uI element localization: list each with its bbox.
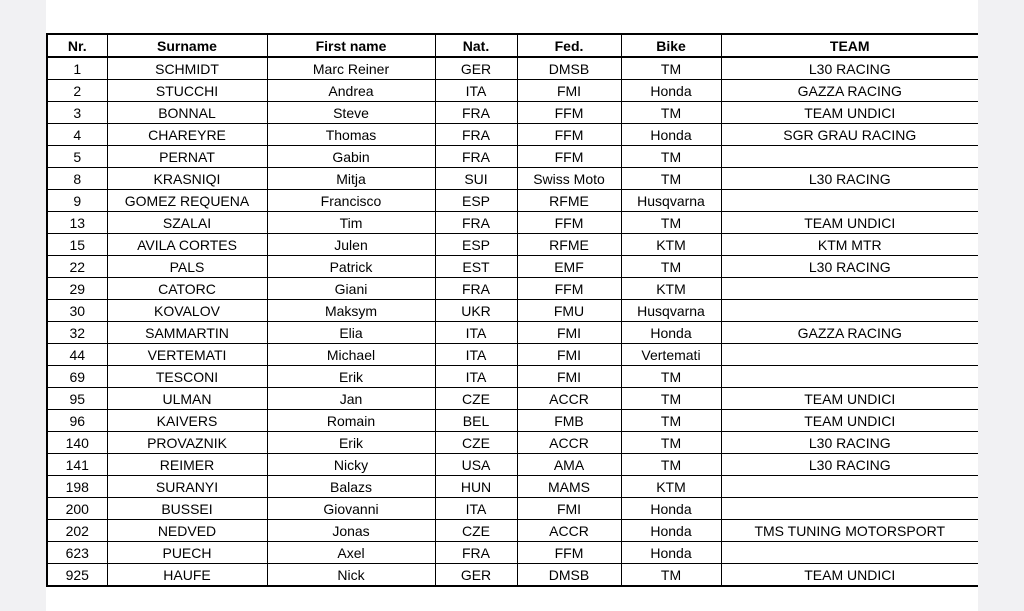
cell-first-name: Jonas [267,520,435,542]
header-nr: Nr. [47,34,107,57]
cell-surname: VERTEMATI [107,344,267,366]
cell-first-name: Steve [267,102,435,124]
cell-federation: FMU [517,300,621,322]
cell-bike: TM [621,454,721,476]
table-row [47,300,979,322]
cell-first-name: Elia [267,322,435,344]
cell-bike: TM [621,432,721,454]
cell-nationality: ITA [435,80,517,102]
cell-nr: 140 [47,432,107,454]
table-row [47,520,979,542]
cell-team: GAZZA RACING [721,322,979,344]
cell-bike: TM [621,146,721,168]
cell-surname: SAMMARTIN [107,322,267,344]
cell-bike: TM [621,57,721,80]
cell-surname: SZALAI [107,212,267,234]
cell-bike: Honda [621,124,721,146]
cell-surname: CHAREYRE [107,124,267,146]
cell-federation: RFME [517,190,621,212]
table-row [47,168,979,190]
cell-federation: ACCR [517,388,621,410]
cell-nationality: ESP [435,190,517,212]
table-row [47,344,979,366]
cell-nationality: FRA [435,146,517,168]
cell-first-name: Gabin [267,146,435,168]
cell-nationality: ITA [435,366,517,388]
cell-first-name: Giovanni [267,498,435,520]
cell-team [721,146,979,168]
table-row [47,212,979,234]
cell-first-name: Balazs [267,476,435,498]
cell-federation: ACCR [517,520,621,542]
cell-surname: PUECH [107,542,267,564]
table-row [47,410,979,432]
table-row [47,432,979,454]
table-row [47,564,979,587]
header-federation: Fed. [517,34,621,57]
cell-bike: KTM [621,234,721,256]
table-header [47,34,979,57]
cell-nr: 925 [47,564,107,587]
cell-bike: TM [621,366,721,388]
cell-federation: FFM [517,542,621,564]
cell-bike: TM [621,102,721,124]
cell-federation: RFME [517,234,621,256]
cell-team [721,476,979,498]
cell-first-name: Mitja [267,168,435,190]
header-surname: Surname [107,34,267,57]
cell-nationality: SUI [435,168,517,190]
cell-nr: 13 [47,212,107,234]
cell-nationality: ESP [435,234,517,256]
cell-surname: TESCONI [107,366,267,388]
header-row [47,34,979,57]
cell-nationality: CZE [435,432,517,454]
cell-nationality: FRA [435,124,517,146]
cell-nr: 3 [47,102,107,124]
cell-bike: TM [621,410,721,432]
cell-nr: 5 [47,146,107,168]
cell-nr: 44 [47,344,107,366]
cell-surname: KAIVERS [107,410,267,432]
cell-bike: TM [621,256,721,278]
table-row [47,322,979,344]
cell-nationality: USA [435,454,517,476]
cell-nr: 623 [47,542,107,564]
cell-first-name: Nicky [267,454,435,476]
cell-bike: Honda [621,322,721,344]
cell-surname: BUSSEI [107,498,267,520]
cell-surname: GOMEZ REQUENA [107,190,267,212]
cell-federation: DMSB [517,564,621,587]
table-row [47,476,979,498]
table-row [47,278,979,300]
cell-bike: KTM [621,278,721,300]
rider-list-table [46,33,980,587]
cell-first-name: Giani [267,278,435,300]
document-page [46,0,978,611]
cell-federation: ACCR [517,432,621,454]
cell-first-name: Nick [267,564,435,587]
cell-federation: FMI [517,344,621,366]
header-bike: Bike [621,34,721,57]
cell-nationality: FRA [435,542,517,564]
cell-nr: 202 [47,520,107,542]
table-row [47,80,979,102]
cell-team [721,542,979,564]
cell-federation: FFM [517,212,621,234]
cell-team [721,366,979,388]
cell-team: TEAM UNDICI [721,410,979,432]
cell-first-name: Patrick [267,256,435,278]
cell-team: TEAM UNDICI [721,212,979,234]
cell-nationality: FRA [435,102,517,124]
cell-nr: 96 [47,410,107,432]
table-row [47,234,979,256]
cell-first-name: Erik [267,366,435,388]
cell-nationality: ITA [435,322,517,344]
header-nationality: Nat. [435,34,517,57]
cell-team [721,300,979,322]
cell-team: KTM MTR [721,234,979,256]
cell-first-name: Tim [267,212,435,234]
cell-first-name: Erik [267,432,435,454]
table-row [47,146,979,168]
cell-surname: PERNAT [107,146,267,168]
cell-first-name: Thomas [267,124,435,146]
table-row [47,124,979,146]
cell-federation: FFM [517,278,621,300]
header-first-name: First name [267,34,435,57]
table-row [47,190,979,212]
cell-bike: Honda [621,80,721,102]
cell-bike: TM [621,564,721,587]
cell-nr: 69 [47,366,107,388]
table-row [47,57,979,80]
cell-nationality: EST [435,256,517,278]
cell-nr: 29 [47,278,107,300]
cell-team: L30 RACING [721,256,979,278]
cell-bike: Husqvarna [621,300,721,322]
table-body [47,57,979,586]
cell-nr: 200 [47,498,107,520]
cell-nationality: FRA [435,278,517,300]
cell-nationality: GER [435,564,517,587]
cell-first-name: Romain [267,410,435,432]
cell-federation: FMB [517,410,621,432]
cell-team: L30 RACING [721,57,979,80]
cell-team: TEAM UNDICI [721,102,979,124]
table-row [47,498,979,520]
cell-team: L30 RACING [721,168,979,190]
cell-nr: 32 [47,322,107,344]
cell-federation: FMI [517,498,621,520]
cell-surname: SCHMIDT [107,57,267,80]
cell-team [721,278,979,300]
cell-nationality: HUN [435,476,517,498]
cell-bike: KTM [621,476,721,498]
cell-federation: DMSB [517,57,621,80]
cell-surname: NEDVED [107,520,267,542]
cell-federation: MAMS [517,476,621,498]
cell-team: TEAM UNDICI [721,388,979,410]
cell-nr: 8 [47,168,107,190]
cell-first-name: Jan [267,388,435,410]
cell-team: L30 RACING [721,454,979,476]
cell-team: GAZZA RACING [721,80,979,102]
cell-bike: Vertemati [621,344,721,366]
cell-surname: HAUFE [107,564,267,587]
cell-nr: 2 [47,80,107,102]
cell-first-name: Francisco [267,190,435,212]
cell-federation: FFM [517,124,621,146]
cell-nationality: UKR [435,300,517,322]
cell-surname: KRASNIQI [107,168,267,190]
cell-surname: PALS [107,256,267,278]
cell-first-name: Axel [267,542,435,564]
cell-surname: BONNAL [107,102,267,124]
cell-surname: ULMAN [107,388,267,410]
table-row [47,542,979,564]
cell-federation: FMI [517,322,621,344]
cell-surname: AVILA CORTES [107,234,267,256]
cell-nr: 198 [47,476,107,498]
cell-first-name: Andrea [267,80,435,102]
cell-federation: Swiss Moto [517,168,621,190]
table-row [47,454,979,476]
cell-nr: 30 [47,300,107,322]
cell-bike: Honda [621,520,721,542]
cell-first-name: Maksym [267,300,435,322]
cell-team [721,498,979,520]
cell-surname: STUCCHI [107,80,267,102]
cell-bike: Honda [621,542,721,564]
cell-federation: FFM [517,146,621,168]
cell-bike: Husqvarna [621,190,721,212]
table-row [47,366,979,388]
header-team: TEAM [721,34,979,57]
cell-nationality: ITA [435,498,517,520]
cell-bike: TM [621,388,721,410]
cell-team: L30 RACING [721,432,979,454]
cell-team [721,344,979,366]
cell-first-name: Julen [267,234,435,256]
table-row [47,388,979,410]
page-margin-left [0,0,46,611]
cell-nr: 1 [47,57,107,80]
cell-federation: FFM [517,102,621,124]
cell-nr: 9 [47,190,107,212]
cell-nationality: ITA [435,344,517,366]
page-margin-right [978,0,1024,611]
cell-team: TEAM UNDICI [721,564,979,587]
cell-federation: EMF [517,256,621,278]
cell-team [721,190,979,212]
cell-surname: PROVAZNIK [107,432,267,454]
cell-nr: 4 [47,124,107,146]
cell-surname: REIMER [107,454,267,476]
cell-federation: AMA [517,454,621,476]
cell-surname: CATORC [107,278,267,300]
cell-nr: 95 [47,388,107,410]
cell-nationality: BEL [435,410,517,432]
cell-nationality: CZE [435,388,517,410]
cell-bike: TM [621,212,721,234]
cell-first-name: Michael [267,344,435,366]
cell-team: SGR GRAU RACING [721,124,979,146]
cell-federation: FMI [517,80,621,102]
cell-surname: SURANYI [107,476,267,498]
cell-nr: 22 [47,256,107,278]
cell-first-name: Marc Reiner [267,57,435,80]
table-row [47,102,979,124]
cell-nationality: CZE [435,520,517,542]
cell-team: TMS TUNING MOTORSPORT [721,520,979,542]
cell-nr: 141 [47,454,107,476]
cell-bike: Honda [621,498,721,520]
cell-surname: KOVALOV [107,300,267,322]
cell-nr: 15 [47,234,107,256]
table-row [47,256,979,278]
cell-nationality: GER [435,57,517,80]
cell-federation: FMI [517,366,621,388]
cell-bike: TM [621,168,721,190]
cell-nationality: FRA [435,212,517,234]
